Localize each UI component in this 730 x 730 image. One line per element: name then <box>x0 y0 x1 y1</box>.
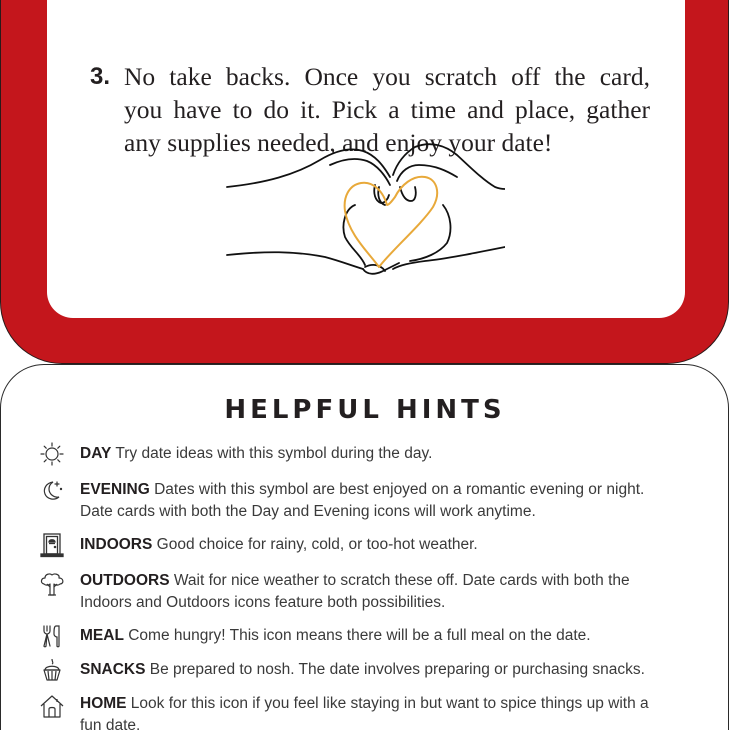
hint-evening <box>80 479 690 523</box>
hint-text: Look for this icon if you feel like staying in but want to spice things up with a <box>126 695 649 712</box>
step-number: 3. <box>90 63 111 90</box>
step-text-line: you have to do it. Pick a time and place, gather <box>124 95 650 124</box>
cupcake-icon <box>38 656 66 684</box>
hint-indoors <box>80 534 690 556</box>
hint-text: Be prepared to nosh. The date involves preparing or purchasing snacks. <box>145 661 645 678</box>
hint-text: Wait for nice weather to scratch these off. Date cards with both the <box>169 572 630 589</box>
helpful-hints-title: HELPFUL HINTS <box>224 395 506 425</box>
hint-text-line2: fun date. <box>80 717 141 730</box>
hint-keyword: MEAL <box>80 627 124 644</box>
hint-text: Try date ideas with this symbol during the day. <box>111 445 433 462</box>
hint-keyword: SNACKS <box>80 661 146 678</box>
hint-text-line2: Indoors and Outdoors icons feature both possibilities. <box>80 594 446 611</box>
hint-text: Good choice for rainy, cold, or too-hot weather. <box>152 536 478 553</box>
hint-snacks <box>80 659 690 681</box>
house-icon <box>38 692 66 720</box>
hint-outdoors <box>80 570 690 614</box>
hint-meal <box>80 625 690 647</box>
step-text-line: any supplies needed, and enjoy your date! <box>124 128 553 157</box>
hint-day <box>80 443 690 465</box>
sun-icon <box>38 440 66 468</box>
hint-keyword: EVENING <box>80 481 150 498</box>
hint-text: Dates with this symbol are best enjoyed on a romantic evening or night. <box>149 481 645 498</box>
hint-text: Come hungry! This icon means there will be a full meal on the date. <box>123 627 591 644</box>
hint-home <box>80 693 690 730</box>
heart-hands-illustration <box>225 125 505 275</box>
tree-icon <box>38 570 66 598</box>
fork-knife-icon <box>38 622 66 650</box>
hint-keyword: DAY <box>80 445 112 462</box>
step-text-line: No take backs. Once you scratch off the card, <box>124 62 650 91</box>
hint-keyword: HOME <box>80 695 127 712</box>
hint-keyword: INDOORS <box>80 536 153 553</box>
hint-text-line2: Date cards with both the Day and Evening icons will work anytime. <box>80 503 536 520</box>
hint-keyword: OUTDOORS <box>80 572 170 589</box>
moon-icon <box>38 477 66 505</box>
door-icon <box>38 531 66 559</box>
